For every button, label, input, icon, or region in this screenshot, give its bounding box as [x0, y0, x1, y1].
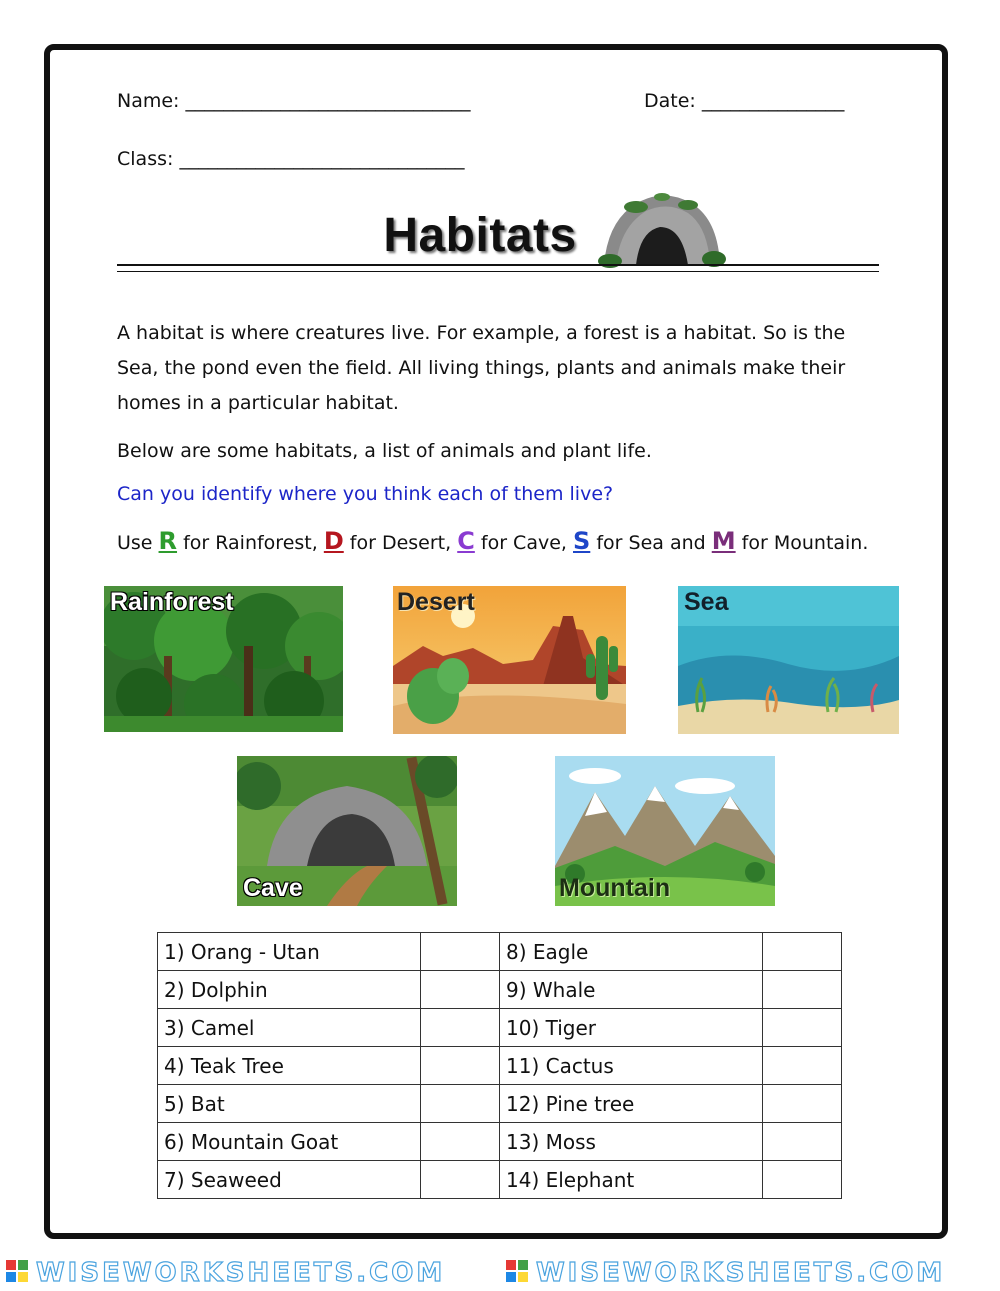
mountain-image [555, 756, 775, 906]
item-cell: 14) Elephant [500, 1161, 763, 1199]
intro-paragraph: A habitat is where creatures live. For example, a forest is a habitat. So is the Sea, the pond even the field. All living things, plants and animals make their homes in a particular habitat. [117, 322, 846, 414]
answer-box[interactable] [763, 1123, 842, 1161]
item-cell: 4) Teak Tree [158, 1047, 421, 1085]
key-letter-s: S [573, 527, 591, 555]
class-field[interactable] [117, 148, 464, 170]
item-cell: 13) Moss [500, 1123, 763, 1161]
item-cell: 5) Bat [158, 1085, 421, 1123]
cave-label: Cave [243, 874, 303, 902]
class-label: Class: [117, 148, 174, 170]
rainforest-image [104, 586, 343, 732]
item-cell: 7) Seaweed [158, 1161, 421, 1199]
answer-box[interactable] [421, 1123, 500, 1161]
footer-watermark [0, 1254, 1000, 1291]
answer-box[interactable] [763, 971, 842, 1009]
answer-box[interactable] [421, 1047, 500, 1085]
table-row [158, 1123, 842, 1161]
desert-label: Desert [397, 588, 475, 616]
key-letter-c: C [457, 527, 475, 555]
title-rule-thin [117, 271, 879, 272]
key-line [117, 524, 887, 561]
page-title: Habitats [383, 209, 577, 262]
table-row [158, 1009, 842, 1047]
answer-box[interactable] [421, 1009, 500, 1047]
table-row [158, 1085, 842, 1123]
answer-box[interactable] [421, 933, 500, 971]
title-rule [117, 264, 879, 266]
key-letter-r: R [158, 527, 178, 555]
item-cell: 2) Dolphin [158, 971, 421, 1009]
sea-image [678, 586, 899, 734]
key-c-text: for Cave, [480, 532, 567, 554]
item-cell: 3) Camel [158, 1009, 421, 1047]
date-label: Date: [644, 90, 696, 112]
item-cell: 10) Tiger [500, 1009, 763, 1047]
item-cell: 6) Mountain Goat [158, 1123, 421, 1161]
date-blank: _______________ [701, 90, 845, 112]
answer-box[interactable] [763, 1161, 842, 1199]
watermark-text: WISEWORKSHEETS.COM [36, 1258, 446, 1288]
item-cell: 1) Orang - Utan [158, 933, 421, 971]
item-cell: 8) Eagle [500, 933, 763, 971]
answer-box[interactable] [763, 1047, 842, 1085]
intro-below: Below are some habitats, a list of animals and plant life. [117, 440, 652, 462]
sea-label: Sea [684, 588, 729, 616]
answer-box[interactable] [421, 1085, 500, 1123]
table-row [158, 971, 842, 1009]
intro-question: Can you identify where you think each of them live? [117, 483, 614, 505]
name-blank: ______________________________ [185, 90, 471, 112]
habitat-table [157, 932, 842, 1199]
answer-box[interactable] [763, 1085, 842, 1123]
table-row [158, 1047, 842, 1085]
table-row [158, 933, 842, 971]
name-label: Name: [117, 90, 180, 112]
item-cell: 11) Cactus [500, 1047, 763, 1085]
table-row [158, 1161, 842, 1199]
answer-box[interactable] [421, 1161, 500, 1199]
desert-image [393, 586, 626, 734]
key-letter-d: D [323, 527, 344, 555]
answer-box[interactable] [421, 971, 500, 1009]
key-letter-m: M [711, 527, 736, 555]
key-s-text: for Sea and [596, 532, 706, 554]
name-field[interactable] [117, 90, 471, 112]
key-use: Use [117, 532, 153, 554]
date-field[interactable] [644, 90, 844, 112]
key-r-text: for Rainforest, [183, 532, 318, 554]
watermark-text: WISEWORKSHEETS.COM [536, 1258, 946, 1288]
item-cell: 12) Pine tree [500, 1085, 763, 1123]
cave-image [237, 756, 457, 906]
cave-icon [596, 187, 726, 269]
item-cell: 9) Whale [500, 971, 763, 1009]
rainforest-label: Rainforest [110, 588, 234, 616]
mountain-label: Mountain [559, 874, 671, 902]
key-d-text: for Desert, [349, 532, 452, 554]
answer-box[interactable] [763, 1009, 842, 1047]
answer-box[interactable] [763, 933, 842, 971]
key-m-text: for Mountain. [741, 532, 869, 554]
class-blank: ______________________________ [179, 148, 465, 170]
